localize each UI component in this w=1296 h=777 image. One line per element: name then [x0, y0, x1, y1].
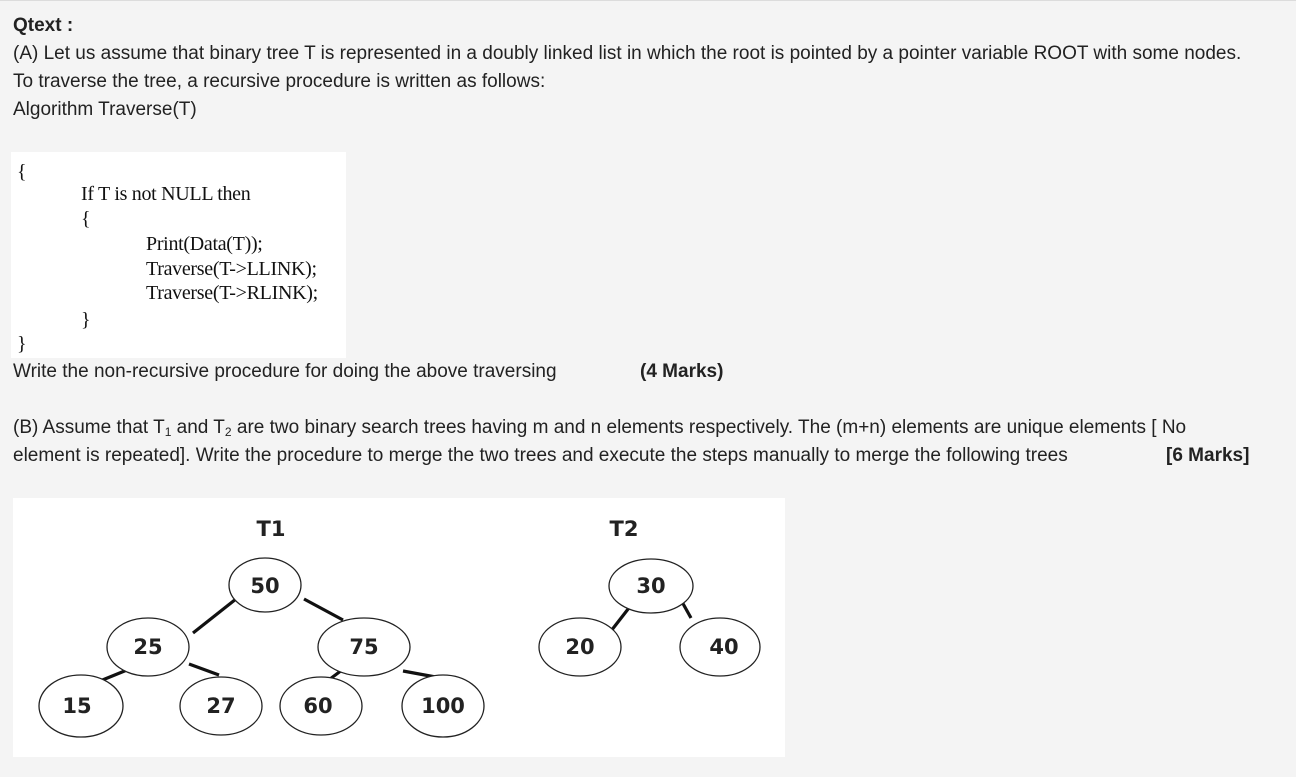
- t2-node-root-label: 30: [636, 574, 666, 598]
- part-b-line-1: [13, 414, 1186, 442]
- t1-node-left-left: [39, 675, 123, 737]
- part-b-text-b: and T: [171, 417, 225, 438]
- code-open-brace: {: [17, 161, 27, 183]
- part-b-text-c: are two binary search trees having m and n elements respectively. The (m+n) elements are unique elements [ No: [231, 417, 1187, 438]
- question-title: Qtext :: [13, 15, 74, 36]
- code-if-line: If T is not NULL then: [81, 183, 251, 205]
- t1-node-right-right: [402, 675, 484, 737]
- t1-node-right-left: [280, 677, 362, 735]
- t1-node-root: [229, 558, 301, 612]
- top-divider: [0, 0, 1296, 1]
- part-a-line-2: To traverse the tree, a recursive procedure is written as follows:: [13, 71, 546, 92]
- code-inner-close-brace: }: [81, 309, 91, 331]
- t2-node-left-label: 20: [565, 635, 595, 659]
- t2-node-right: [680, 618, 760, 676]
- t2-node-left: [539, 618, 621, 676]
- t1-label: T1: [256, 517, 286, 541]
- part-b-line-2: element is repeated]. Write the procedure to merge the two trees and execute the steps manually to merge the following trees: [13, 445, 1068, 466]
- code-traverse-left-line: Traverse(T->LLINK);: [146, 258, 317, 280]
- part-b-marks: [6 Marks]: [1166, 445, 1250, 466]
- part-b-sub-1: 1: [164, 425, 172, 439]
- t2-node-right-label: 40: [709, 635, 739, 659]
- part-a-marks: (4 Marks): [640, 361, 724, 382]
- trees-diagram: [13, 498, 785, 757]
- t1-node-left-left-label: 15: [62, 694, 92, 718]
- t1-node-left-right: [180, 677, 262, 735]
- t1-node-left: [107, 618, 189, 676]
- edge-50-75: [304, 599, 343, 620]
- t1-node-right: [318, 618, 410, 676]
- t1-node-left-label: 25: [133, 635, 163, 659]
- part-a-question: Write the non-recursive procedure for doing the above traversing: [13, 361, 557, 382]
- part-a-line-3: Algorithm Traverse(T): [13, 99, 197, 120]
- part-a-line-1: (A) Let us assume that binary tree T is represented in a doubly linked list in which the root is pointed by a pointer variable ROOT with some nodes.: [13, 43, 1242, 64]
- code-traverse-right-line: Traverse(T->RLINK);: [146, 282, 318, 304]
- t2-label: T2: [609, 517, 639, 541]
- t1-node-root-label: 50: [250, 574, 280, 598]
- part-b-text-a: (B) Assume that T: [13, 417, 165, 438]
- t1-node-right-left-label: 60: [303, 694, 333, 718]
- edge-25-27: [189, 664, 219, 675]
- trees-image: [13, 498, 785, 757]
- t2-node-root: [609, 559, 693, 613]
- code-close-brace: }: [17, 333, 27, 355]
- code-image: [11, 152, 346, 358]
- t1-node-right-label: 75: [349, 635, 379, 659]
- code-print-line: Print(Data(T));: [146, 233, 263, 255]
- edge-50-25: [193, 599, 236, 633]
- part-b-sub-2: 2: [224, 425, 232, 439]
- t1-node-left-right-label: 27: [206, 694, 236, 718]
- code-inner-open-brace: {: [81, 208, 91, 230]
- t1-node-right-right-label: 100: [421, 694, 465, 718]
